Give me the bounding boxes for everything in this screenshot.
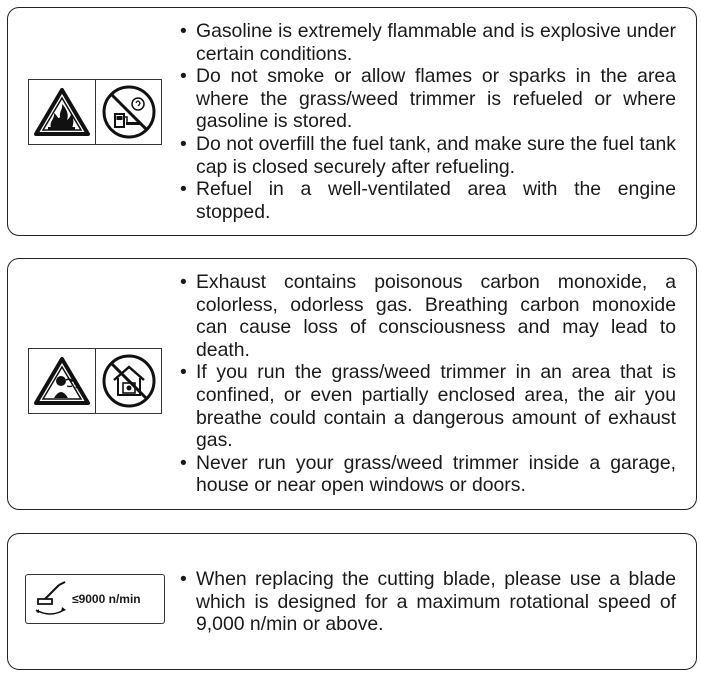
list-item: • If you run the grass/weed trimmer in an area that is confined, or even partially enclosed area, the air you breathe could contain a dangerous amount of exhaust gas. xyxy=(180,361,676,451)
blade-speed-icon xyxy=(32,579,70,619)
fuel-safety-icons xyxy=(28,79,162,145)
no-indoor-operation-icon xyxy=(95,349,161,413)
list-item: • Do not smoke or allow flames or sparks in the area where the grass/weed trimmer is refueled or where gasoline is stored. xyxy=(180,65,676,133)
no-smoking-refuel-icon xyxy=(95,80,161,144)
blade-safety-list xyxy=(180,568,676,636)
exhaust-safety-list xyxy=(180,271,676,497)
exhaust-safety-icons xyxy=(28,348,162,414)
list-item: • Refuel in a well-ventilated area with the engine stopped. xyxy=(180,178,676,223)
list-item: • Gasoline is extremely flammable and is explosive under certain conditions. xyxy=(180,20,676,65)
list-item: • Never run your grass/weed trimmer inside a garage, house or near open windows or doors. xyxy=(180,452,676,497)
list-item: • Exhaust contains poisonous carbon monoxide, a colorless, odorless gas. Breathing carbon monoxide can cause loss of consciousness and may lead to death. xyxy=(180,271,676,361)
toxic-gas-warning-icon xyxy=(29,349,95,413)
fire-warning-icon xyxy=(29,80,95,144)
max-speed-text: ≤9000 n/min xyxy=(72,592,141,606)
blade-speed-label xyxy=(25,574,165,624)
fuel-safety-list xyxy=(180,20,676,223)
list-item: • Do not overfill the fuel tank, and make sure the fuel tank cap is closed securely after refueling. xyxy=(180,133,676,178)
list-item: • When replacing the cutting blade, please use a blade which is designed for a maximum rotational speed of 9,000 n/min or above. xyxy=(180,568,676,636)
